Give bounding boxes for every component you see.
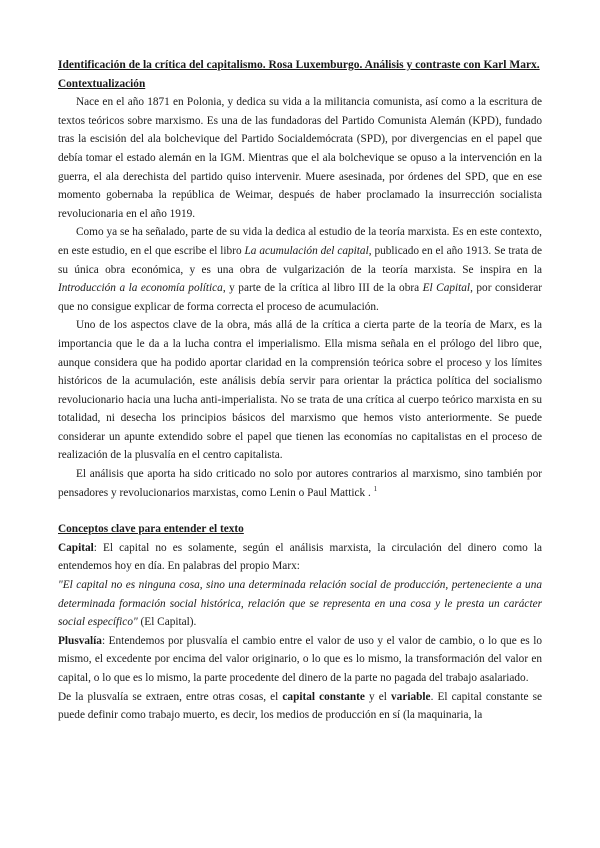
document-title: Identificación de la crítica del capitalismo. Rosa Luxemburgo. Análisis y contraste con Karl Marx.: [58, 59, 540, 71]
section-heading-conceptos: Conceptos clave para entender el texto: [58, 523, 244, 536]
paragraph-2-text-2: , publicado en el año 1913. Se trata de su única obra económica, y es una obra de vulgarización de la teoría marxista. Se inspira en la: [58, 244, 542, 276]
paragraph-2: [58, 223, 542, 316]
definition-plusvalia-text: : Entendemos por plusvalía el cambio entre el valor de uso y el valor de cambio, o lo que es lo mismo, el excedente por encima del valor originario, o lo que es lo mismo, la transformación del valor en capital, o lo que es lo mismo, la parte procedente del dinero de la parte no pagada del trabajo asalariado.: [58, 634, 542, 684]
paragraph-capital-types: [58, 688, 542, 725]
term-capital-constante: capital constante: [282, 690, 365, 703]
paragraph-4: [58, 465, 542, 502]
quote-text: "El capital no es ninguna cosa, sino una determinada relación social de producción, perteneciente a una determinada formación social histórica, relación que se representa en una cosa y le presta un carácter social específico": [58, 579, 542, 629]
definition-capital: [58, 539, 542, 576]
quote-source: (El Capital).: [137, 616, 197, 629]
paragraph-4-text: El análisis que aporta ha sido criticado no solo por autores contrarios al marxismo, sino también por pensadores y revolucionarios marxistas, como Lenin o Paul Mattick .: [58, 468, 542, 499]
paragraph-2-text-1: Como ya se ha señalado, parte de su vida la dedica al estudio de la teoría marxista. Es en este contexto, en este estudio, en el que escribe el libro: [58, 226, 542, 257]
paragraph-1: Nace en el año 1871 en Polonia, y dedica su vida a la militancia comunista, así como a la escritura de textos teóricos sobre marxismo. Es una de las fundadoras del Partido Comunista Alemán (KPD), fundado tras la escisión del ala bolchevique del Partido Socialdemócrata (SPD), por divergencias en el papel que debía tomar el estado alemán en la IGM. Mientras que el ala bolchevique se opuso a la intervención en la guerra, el ala derechista del partido quiso intervenir. Muere asesinada, por órdenes del SPD, que en ese momento gobernaba la república de Weimar, después de haber proclamado la insurrección socialista revolucionaria en el año 1919.: [58, 96, 542, 220]
definition-capital-text: : El capital no es solamente, según el análisis marxista, la circulación del dinero como la entendemos hoy en día. En palabras del propio Marx:: [58, 541, 542, 573]
book-title-el-capital: El Capital: [422, 282, 471, 295]
capital-types-text-1: De la plusvalía se extraen, entre otras cosas, el: [58, 690, 283, 703]
paragraph-2-text-4: , por considerar que no consigue explicar de forma correcta el proceso de acumulación.: [58, 282, 543, 313]
term-capital: Capital: [58, 541, 94, 554]
term-variable: variable: [391, 690, 431, 703]
book-title-introduccion: Introducción a la economía política: [58, 282, 223, 295]
term-plusvalia: Plusvalía: [58, 634, 102, 647]
paragraph-2-text-3: , y parte de la crítica al libro III de la obra: [222, 282, 423, 295]
section-heading-contextualizacion: Contextualización: [58, 77, 146, 90]
capital-types-text-2: y el: [364, 690, 392, 703]
book-title-acumulacion: La acumulación del capital: [244, 244, 369, 257]
definition-plusvalia: [58, 632, 542, 688]
capital-types-text-3: . El capital constante se puede definir como trabajo muerto, es decir, los medios de producción en sí (la maquinaria, la: [58, 690, 542, 722]
footnote-reference[interactable]: 1: [373, 484, 378, 493]
quote-marx: [58, 576, 542, 632]
spacer: [58, 502, 542, 520]
paragraph-3: Uno de los aspectos clave de la obra, más allá de la crítica a cierta parte de la teoría de Marx, es la importancia que le da a la lucha contra el imperialismo. Ella misma señala en el prólogo del libro que, aunque considera que ha podido aportar claridad en la comprensión teórica sobre el proceso y los límites históricos de la acumulación, este análisis debía servir para orientar la práctica política del socialismo revolucionario hacia una lucha anti-imperialista. No se trata de una crítica al cuerpo teórico marxista en su totalidad, ni desecha los principios básicos del marxismo que hemos visto anteriormente. Se puede considerar un apunte extendido sobre el papel que tienen las economías no capitalistas en el proceso de realización de la plusvalía en el centro capitalista.: [58, 319, 542, 462]
document-body: [58, 56, 542, 725]
